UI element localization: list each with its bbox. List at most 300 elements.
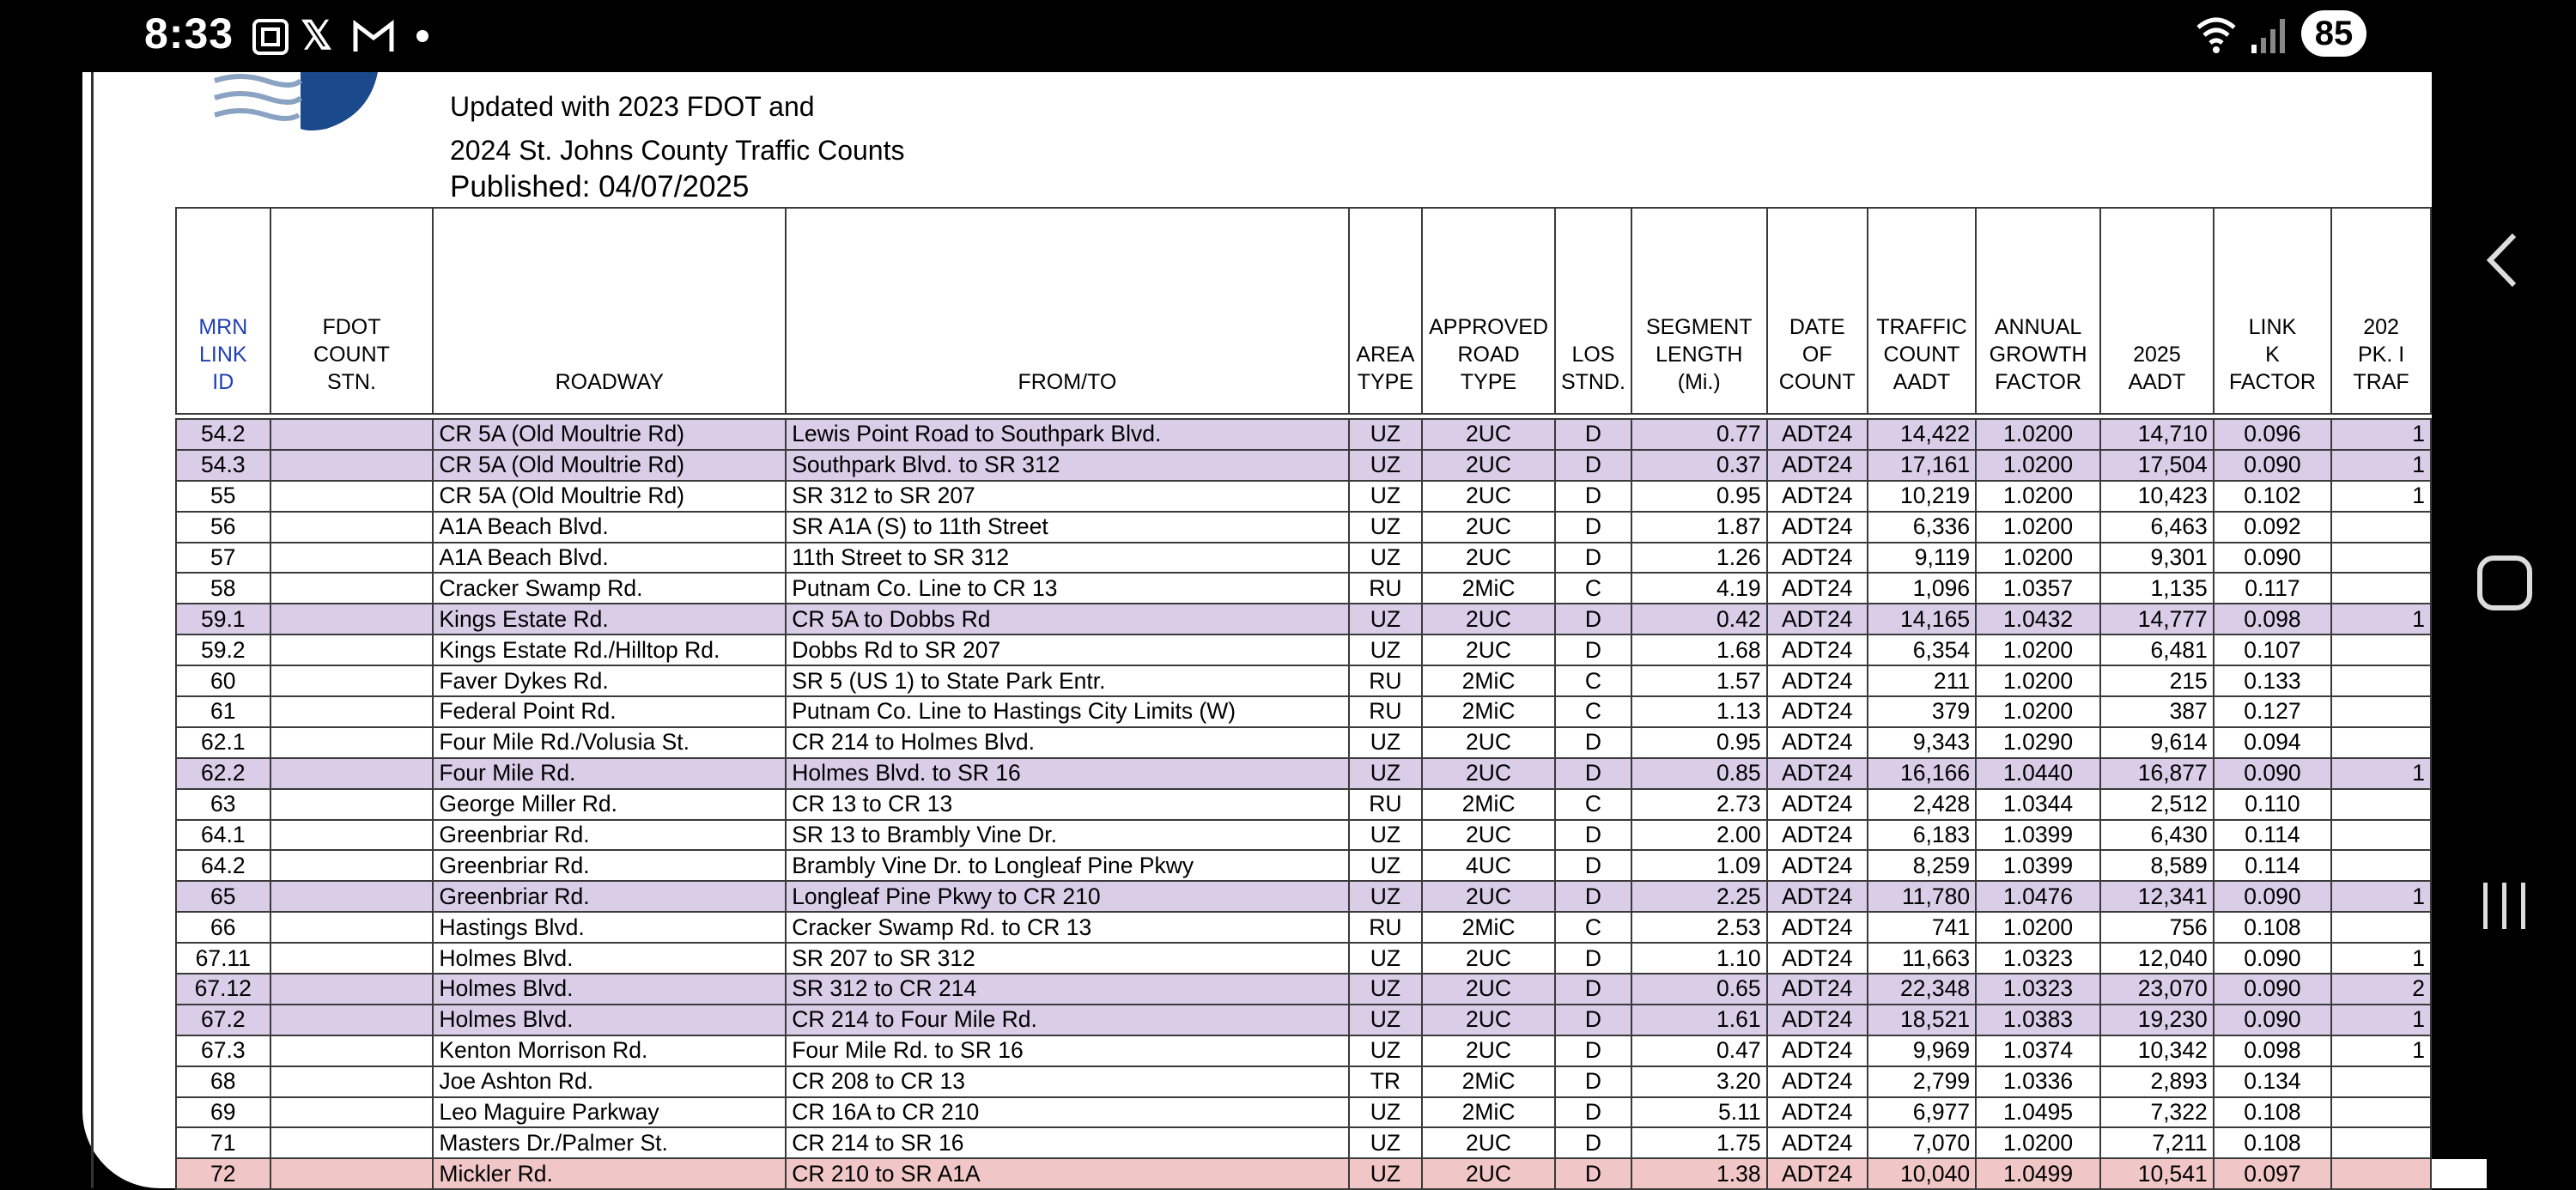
k-factor-cell: 0.090 — [2214, 450, 2331, 481]
los-cell: C — [1555, 573, 1631, 604]
count-station-cell — [270, 912, 434, 943]
roadway-cell: Greenbriar Rd. — [433, 850, 786, 881]
from-to-cell: SR A1A (S) to 11th Street — [786, 512, 1348, 543]
peak-traffic-cell — [2331, 512, 2431, 543]
from-to-cell: CR 5A to Dobbs Rd — [786, 604, 1348, 634]
count-station-cell — [270, 419, 434, 450]
date-of-count-cell: ADT24 — [1767, 850, 1868, 881]
roadway-cell: Mickler Rd. — [433, 1158, 786, 1189]
count-station-cell — [270, 943, 434, 974]
date-of-count-cell: ADT24 — [1767, 789, 1868, 820]
table-row — [176, 419, 2431, 450]
k-factor-cell: 0.098 — [2214, 604, 2331, 634]
table-row — [176, 912, 2431, 943]
traffic-count-cell: 8,259 — [1868, 850, 1976, 881]
date-of-count-cell: ADT24 — [1767, 512, 1868, 543]
area-type-cell: RU — [1349, 665, 1423, 696]
column-header-line: FACTOR — [1995, 370, 2082, 394]
column-header-line: DATE — [1789, 315, 1845, 339]
segment-length-cell: 1.10 — [1631, 943, 1767, 974]
count-station-cell — [270, 573, 434, 604]
link-id-cell: 57 — [176, 543, 270, 574]
roadway-cell: Holmes Blvd. — [433, 1005, 786, 1035]
k-factor-cell: 0.090 — [2214, 943, 2331, 974]
column-header-line: LOS — [1571, 343, 1615, 367]
count-station-cell — [270, 1158, 434, 1189]
growth-factor-cell: 1.0200 — [1976, 450, 2100, 481]
traffic-count-cell: 14,165 — [1868, 604, 1976, 634]
link-id-cell: 62.2 — [176, 758, 270, 789]
table-row — [176, 1005, 2431, 1035]
segment-length-cell: 2.73 — [1631, 789, 1767, 820]
date-of-count-cell: ADT24 — [1767, 1066, 1868, 1097]
count-station-cell — [270, 1127, 434, 1158]
link-id-cell: 63 — [176, 789, 270, 820]
peak-traffic-cell — [2331, 1097, 2431, 1128]
date-of-count-cell: ADT24 — [1767, 665, 1868, 696]
los-cell: C — [1555, 696, 1631, 727]
aadt-2025-cell: 14,710 — [2100, 419, 2214, 450]
date-of-count-cell: ADT24 — [1767, 543, 1868, 574]
aadt-2025-cell: 6,463 — [2100, 512, 2214, 543]
column-header-line: PK. I — [2357, 343, 2405, 367]
peak-traffic-cell: 1 — [2331, 1035, 2431, 1066]
growth-factor-cell: 1.0432 — [1976, 604, 2100, 634]
table-row — [176, 481, 2431, 512]
los-cell: D — [1555, 543, 1631, 574]
recents-button[interactable] — [2432, 877, 2576, 934]
road-type-cell: 2UC — [1422, 943, 1555, 974]
column-header-line: FDOT — [322, 315, 381, 339]
road-type-cell: 2UC — [1422, 604, 1555, 634]
header-line-2: 2024 St. Johns County Traffic Counts — [450, 135, 905, 166]
back-button[interactable] — [2432, 230, 2576, 290]
home-button[interactable] — [2432, 549, 2576, 618]
from-to-cell: CR 13 to CR 13 — [786, 789, 1348, 820]
segment-length-cell: 2.00 — [1631, 820, 1767, 851]
roadway-cell: Joe Ashton Rd. — [433, 1066, 786, 1097]
date-of-count-cell: ADT24 — [1767, 450, 1868, 481]
column-header-line: STN. — [326, 370, 376, 394]
from-to-cell: Longleaf Pine Pkwy to CR 210 — [786, 881, 1348, 912]
k-factor-cell: 0.090 — [2214, 881, 2331, 912]
date-of-count-cell: ADT24 — [1767, 758, 1868, 789]
count-station-cell — [270, 634, 434, 665]
column-header-line: ROADWAY — [555, 370, 664, 394]
area-type-cell: UZ — [1349, 881, 1423, 912]
traffic-count-cell: 6,183 — [1868, 820, 1976, 851]
traffic-count-cell: 18,521 — [1868, 1005, 1976, 1035]
table-row — [176, 543, 2431, 574]
segment-length-cell: 0.37 — [1631, 450, 1767, 481]
from-to-cell: CR 214 to SR 16 — [786, 1127, 1348, 1158]
growth-factor-cell: 1.0344 — [1976, 789, 2100, 820]
column-header-line: TYPE — [1357, 370, 1414, 394]
clock: 8:33 — [144, 9, 234, 58]
traffic-count-cell: 741 — [1868, 912, 1976, 943]
from-to-cell: SR 207 to SR 312 — [786, 943, 1348, 974]
roadway-cell: Hastings Blvd. — [433, 912, 786, 943]
column-header-line: LINK — [198, 343, 247, 367]
document-viewer[interactable] — [0, 72, 2432, 1187]
area-type-cell: UZ — [1349, 727, 1423, 758]
area-type-cell: UZ — [1349, 758, 1423, 789]
aadt-2025-cell: 14,777 — [2100, 604, 2214, 634]
from-to-cell: Dobbs Rd to SR 207 — [786, 634, 1348, 665]
road-type-cell: 2MiC — [1422, 665, 1555, 696]
count-station-cell — [270, 881, 434, 912]
column-header-line: COUNT — [1883, 343, 1960, 367]
count-station-cell — [270, 665, 434, 696]
growth-factor-cell: 1.0200 — [1976, 543, 2100, 574]
k-factor-cell: 0.108 — [2214, 1097, 2331, 1128]
date-of-count-cell: ADT24 — [1767, 481, 1868, 512]
segment-length-cell: 1.68 — [1631, 634, 1767, 665]
column-header-line: ROAD — [1457, 343, 1520, 367]
segment-length-cell: 2.25 — [1631, 881, 1767, 912]
column-header — [433, 208, 786, 414]
column-header-line: GROWTH — [1989, 343, 2087, 367]
area-type-cell: UZ — [1349, 943, 1423, 974]
count-station-cell — [270, 1005, 434, 1035]
peak-traffic-cell — [2331, 912, 2431, 943]
k-factor-cell: 0.090 — [2214, 758, 2331, 789]
segment-length-cell: 1.26 — [1631, 543, 1767, 574]
k-factor-cell: 0.114 — [2214, 820, 2331, 851]
from-to-cell: CR 208 to CR 13 — [786, 1066, 1348, 1097]
peak-traffic-cell: 1 — [2331, 481, 2431, 512]
k-factor-cell: 0.114 — [2214, 850, 2331, 881]
road-type-cell: 2UC — [1422, 881, 1555, 912]
column-header-line: AADT — [1893, 370, 1951, 394]
column-header — [1422, 208, 1555, 414]
area-type-cell: RU — [1349, 696, 1423, 727]
los-cell: D — [1555, 1097, 1631, 1128]
road-type-cell: 2UC — [1422, 419, 1555, 450]
from-to-cell: Lewis Point Road to Southpark Blvd. — [786, 419, 1348, 450]
growth-factor-cell: 1.0357 — [1976, 573, 2100, 604]
area-type-cell: UZ — [1349, 1097, 1423, 1128]
column-header-line: ID — [212, 370, 234, 394]
link-id-cell: 59.2 — [176, 634, 270, 665]
road-type-cell: 2UC — [1422, 481, 1555, 512]
date-of-count-cell: ADT24 — [1767, 1097, 1868, 1128]
table-row — [176, 727, 2431, 758]
area-type-cell: RU — [1349, 789, 1423, 820]
segment-length-cell: 5.11 — [1631, 1097, 1767, 1128]
date-of-count-cell: ADT24 — [1767, 1127, 1868, 1158]
los-cell: D — [1555, 1066, 1631, 1097]
peak-traffic-cell: 1 — [2331, 419, 2431, 450]
date-of-count-cell: ADT24 — [1767, 881, 1868, 912]
date-of-count-cell: ADT24 — [1767, 974, 1868, 1005]
peak-traffic-cell — [2331, 727, 2431, 758]
table-row — [176, 604, 2431, 634]
link-id-cell: 54.2 — [176, 419, 270, 450]
link-id-cell: 58 — [176, 573, 270, 604]
road-type-cell: 4UC — [1422, 850, 1555, 881]
aadt-2025-cell: 10,342 — [2100, 1035, 2214, 1066]
date-of-count-cell: ADT24 — [1767, 604, 1868, 634]
growth-factor-cell: 1.0200 — [1976, 634, 2100, 665]
los-cell: D — [1555, 450, 1631, 481]
segment-length-cell: 1.57 — [1631, 665, 1767, 696]
peak-traffic-cell — [2331, 1127, 2431, 1158]
table-row — [176, 943, 2431, 974]
k-factor-cell: 0.090 — [2214, 543, 2331, 574]
column-header — [786, 208, 1348, 414]
peak-traffic-cell — [2331, 820, 2431, 851]
roadway-cell: Leo Maguire Parkway — [433, 1097, 786, 1128]
segment-length-cell: 3.20 — [1631, 1066, 1767, 1097]
aadt-2025-cell: 12,040 — [2100, 943, 2214, 974]
from-to-cell: Holmes Blvd. to SR 16 — [786, 758, 1348, 789]
area-type-cell: UZ — [1349, 512, 1423, 543]
link-id-cell: 67.11 — [176, 943, 270, 974]
traffic-count-cell: 2,799 — [1868, 1066, 1976, 1097]
peak-traffic-cell — [2331, 850, 2431, 881]
traffic-count-cell: 6,336 — [1868, 512, 1976, 543]
peak-traffic-cell: 1 — [2331, 943, 2431, 974]
roadway-cell: Greenbriar Rd. — [433, 820, 786, 851]
column-header — [2331, 208, 2431, 414]
traffic-count-cell: 6,354 — [1868, 634, 1976, 665]
roadway-cell: Four Mile Rd./Volusia St. — [433, 727, 786, 758]
column-header-line: LINK — [2248, 315, 2297, 339]
traffic-count-cell: 379 — [1868, 696, 1976, 727]
road-type-cell: 2UC — [1422, 1035, 1555, 1066]
k-factor-cell: 0.102 — [2214, 481, 2331, 512]
column-header-line: COUNT — [1778, 370, 1856, 394]
area-type-cell: RU — [1349, 912, 1423, 943]
peak-traffic-cell: 1 — [2331, 1005, 2431, 1035]
area-type-cell: UZ — [1349, 481, 1423, 512]
date-of-count-cell: ADT24 — [1767, 912, 1868, 943]
column-header-line: TYPE — [1460, 370, 1517, 394]
los-cell: D — [1555, 634, 1631, 665]
los-cell: D — [1555, 943, 1631, 974]
aadt-2025-cell: 10,423 — [2100, 481, 2214, 512]
table-row — [176, 1035, 2431, 1066]
area-type-cell: UZ — [1349, 1158, 1423, 1189]
column-header-line: 2025 — [2133, 343, 2181, 367]
growth-factor-cell: 1.0374 — [1976, 1035, 2100, 1066]
los-cell: D — [1555, 1158, 1631, 1189]
traffic-count-cell: 1,096 — [1868, 573, 1976, 604]
roadway-cell: Greenbriar Rd. — [433, 881, 786, 912]
status-bar — [0, 0, 2432, 72]
road-type-cell: 2UC — [1422, 820, 1555, 851]
from-to-cell: SR 312 to CR 214 — [786, 974, 1348, 1005]
from-to-cell: Brambly Vine Dr. to Longleaf Pine Pkwy — [786, 850, 1348, 881]
roadway-cell: Holmes Blvd. — [433, 974, 786, 1005]
growth-factor-cell: 1.0399 — [1976, 820, 2100, 851]
segment-length-cell: 0.95 — [1631, 481, 1767, 512]
column-header-line: TRAF — [2353, 370, 2409, 394]
column-header — [1976, 208, 2100, 414]
link-id-cell: 55 — [176, 481, 270, 512]
table-row — [176, 758, 2431, 789]
table-row — [176, 696, 2431, 727]
los-cell: C — [1555, 665, 1631, 696]
count-station-cell — [270, 820, 434, 851]
road-type-cell: 2MiC — [1422, 573, 1555, 604]
peak-traffic-cell — [2331, 1066, 2431, 1097]
link-id-cell: 61 — [176, 696, 270, 727]
roadway-cell: Holmes Blvd. — [433, 943, 786, 974]
table-row — [176, 573, 2431, 604]
dot-icon — [416, 29, 429, 43]
growth-factor-cell: 1.0290 — [1976, 727, 2100, 758]
roadway-cell: CR 5A (Old Moultrie Rd) — [433, 481, 786, 512]
roadway-cell: A1A Beach Blvd. — [433, 543, 786, 574]
from-to-cell: SR 13 to Brambly Vine Dr. — [786, 820, 1348, 851]
aadt-2025-cell: 16,877 — [2100, 758, 2214, 789]
los-cell: D — [1555, 419, 1631, 450]
los-cell: D — [1555, 758, 1631, 789]
roadway-cell: Four Mile Rd. — [433, 758, 786, 789]
traffic-count-cell: 9,119 — [1868, 543, 1976, 574]
column-header-line: APPROVED — [1429, 315, 1549, 339]
segment-length-cell: 0.47 — [1631, 1035, 1767, 1066]
aadt-2025-cell: 9,301 — [2100, 543, 2214, 574]
k-factor-cell: 0.098 — [2214, 1035, 2331, 1066]
area-type-cell: UZ — [1349, 850, 1423, 881]
link-id-cell: 62.1 — [176, 727, 270, 758]
segment-length-cell: 0.95 — [1631, 727, 1767, 758]
x-icon: 𝕏 — [301, 13, 333, 58]
los-cell: D — [1555, 481, 1631, 512]
from-to-cell: Southpark Blvd. to SR 312 — [786, 450, 1348, 481]
growth-factor-cell: 1.0200 — [1976, 1127, 2100, 1158]
aadt-2025-cell: 387 — [2100, 696, 2214, 727]
from-to-cell: Putnam Co. Line to Hastings City Limits (W) — [786, 696, 1348, 727]
growth-factor-cell: 1.0323 — [1976, 943, 2100, 974]
date-of-count-cell: ADT24 — [1767, 1005, 1868, 1035]
k-factor-cell: 0.096 — [2214, 419, 2331, 450]
los-cell: D — [1555, 820, 1631, 851]
table-row — [176, 1158, 2431, 1189]
road-type-cell: 2UC — [1422, 1005, 1555, 1035]
peak-traffic-cell — [2331, 634, 2431, 665]
roadway-cell: Cracker Swamp Rd. — [433, 573, 786, 604]
segment-length-cell: 0.42 — [1631, 604, 1767, 634]
k-factor-cell: 0.110 — [2214, 789, 2331, 820]
column-header-line: MRN — [198, 315, 248, 339]
traffic-count-cell: 17,161 — [1868, 450, 1976, 481]
count-station-cell — [270, 727, 434, 758]
road-type-cell: 2UC — [1422, 1127, 1555, 1158]
road-type-cell: 2UC — [1422, 450, 1555, 481]
growth-factor-cell: 1.0200 — [1976, 912, 2100, 943]
aadt-2025-cell: 10,541 — [2100, 1158, 2214, 1189]
area-type-cell: TR — [1349, 1066, 1423, 1097]
navigation-bar — [2432, 0, 2576, 1159]
link-id-cell: 67.3 — [176, 1035, 270, 1066]
roadway-cell: Kings Estate Rd./Hilltop Rd. — [433, 634, 786, 665]
table-row — [176, 820, 2431, 851]
segment-length-cell: 0.77 — [1631, 419, 1767, 450]
link-id-cell: 69 — [176, 1097, 270, 1128]
segment-length-cell: 1.61 — [1631, 1005, 1767, 1035]
growth-factor-cell: 1.0200 — [1976, 481, 2100, 512]
count-station-cell — [270, 1035, 434, 1066]
segment-length-cell: 1.38 — [1631, 1158, 1767, 1189]
k-factor-cell: 0.134 — [2214, 1066, 2331, 1097]
area-type-cell: UZ — [1349, 634, 1423, 665]
road-type-cell: 2UC — [1422, 974, 1555, 1005]
growth-factor-cell: 1.0200 — [1976, 696, 2100, 727]
los-cell: C — [1555, 912, 1631, 943]
table-row — [176, 665, 2431, 696]
column-header — [176, 208, 270, 414]
roadway-cell: Kings Estate Rd. — [433, 604, 786, 634]
k-factor-cell: 0.117 — [2214, 573, 2331, 604]
link-id-cell: 67.2 — [176, 1005, 270, 1035]
peak-traffic-cell: 1 — [2331, 450, 2431, 481]
table-row — [176, 512, 2431, 543]
date-of-count-cell: ADT24 — [1767, 419, 1868, 450]
k-factor-cell: 0.092 — [2214, 512, 2331, 543]
table-row — [176, 881, 2431, 912]
traffic-table — [175, 207, 2432, 1190]
count-station-cell — [270, 850, 434, 881]
segment-length-cell: 1.13 — [1631, 696, 1767, 727]
road-type-cell: 2UC — [1422, 512, 1555, 543]
column-header-line: AREA — [1356, 343, 1415, 367]
growth-factor-cell: 1.0440 — [1976, 758, 2100, 789]
peak-traffic-cell — [2331, 573, 2431, 604]
growth-factor-cell: 1.0336 — [1976, 1066, 2100, 1097]
date-of-count-cell: ADT24 — [1767, 696, 1868, 727]
count-station-cell — [270, 543, 434, 574]
peak-traffic-cell: 1 — [2331, 604, 2431, 634]
area-type-cell: UZ — [1349, 543, 1423, 574]
road-type-cell: 2UC — [1422, 634, 1555, 665]
count-station-cell — [270, 604, 434, 634]
growth-factor-cell: 1.0200 — [1976, 665, 2100, 696]
column-header — [2100, 208, 2214, 414]
column-header-line: TRAFFIC — [1876, 315, 1967, 339]
area-type-cell: UZ — [1349, 1127, 1423, 1158]
from-to-cell: SR 312 to SR 207 — [786, 481, 1348, 512]
date-of-count-cell: ADT24 — [1767, 943, 1868, 974]
growth-factor-cell: 1.0495 — [1976, 1097, 2100, 1128]
link-id-cell: 68 — [176, 1066, 270, 1097]
peak-traffic-cell — [2331, 696, 2431, 727]
traffic-count-cell: 7,070 — [1868, 1127, 1976, 1158]
los-cell: C — [1555, 789, 1631, 820]
link-id-cell: 64.2 — [176, 850, 270, 881]
column-header — [1349, 208, 1423, 414]
growth-factor-cell: 1.0399 — [1976, 850, 2100, 881]
from-to-cell: Cracker Swamp Rd. to CR 13 — [786, 912, 1348, 943]
road-type-cell: 2UC — [1422, 543, 1555, 574]
roadway-cell: George Miller Rd. — [433, 789, 786, 820]
count-station-cell — [270, 696, 434, 727]
roadway-cell: CR 5A (Old Moultrie Rd) — [433, 450, 786, 481]
screenshot-icon — [251, 17, 290, 57]
from-to-cell: 11th Street to SR 312 — [786, 543, 1348, 574]
peak-traffic-cell: 2 — [2331, 974, 2431, 1005]
link-id-cell: 67.12 — [176, 974, 270, 1005]
los-cell: D — [1555, 1005, 1631, 1035]
aadt-2025-cell: 756 — [2100, 912, 2214, 943]
k-factor-cell: 0.107 — [2214, 634, 2331, 665]
roadway-cell: Federal Point Rd. — [433, 696, 786, 727]
count-station-cell — [270, 1097, 434, 1128]
aadt-2025-cell: 1,135 — [2100, 573, 2214, 604]
